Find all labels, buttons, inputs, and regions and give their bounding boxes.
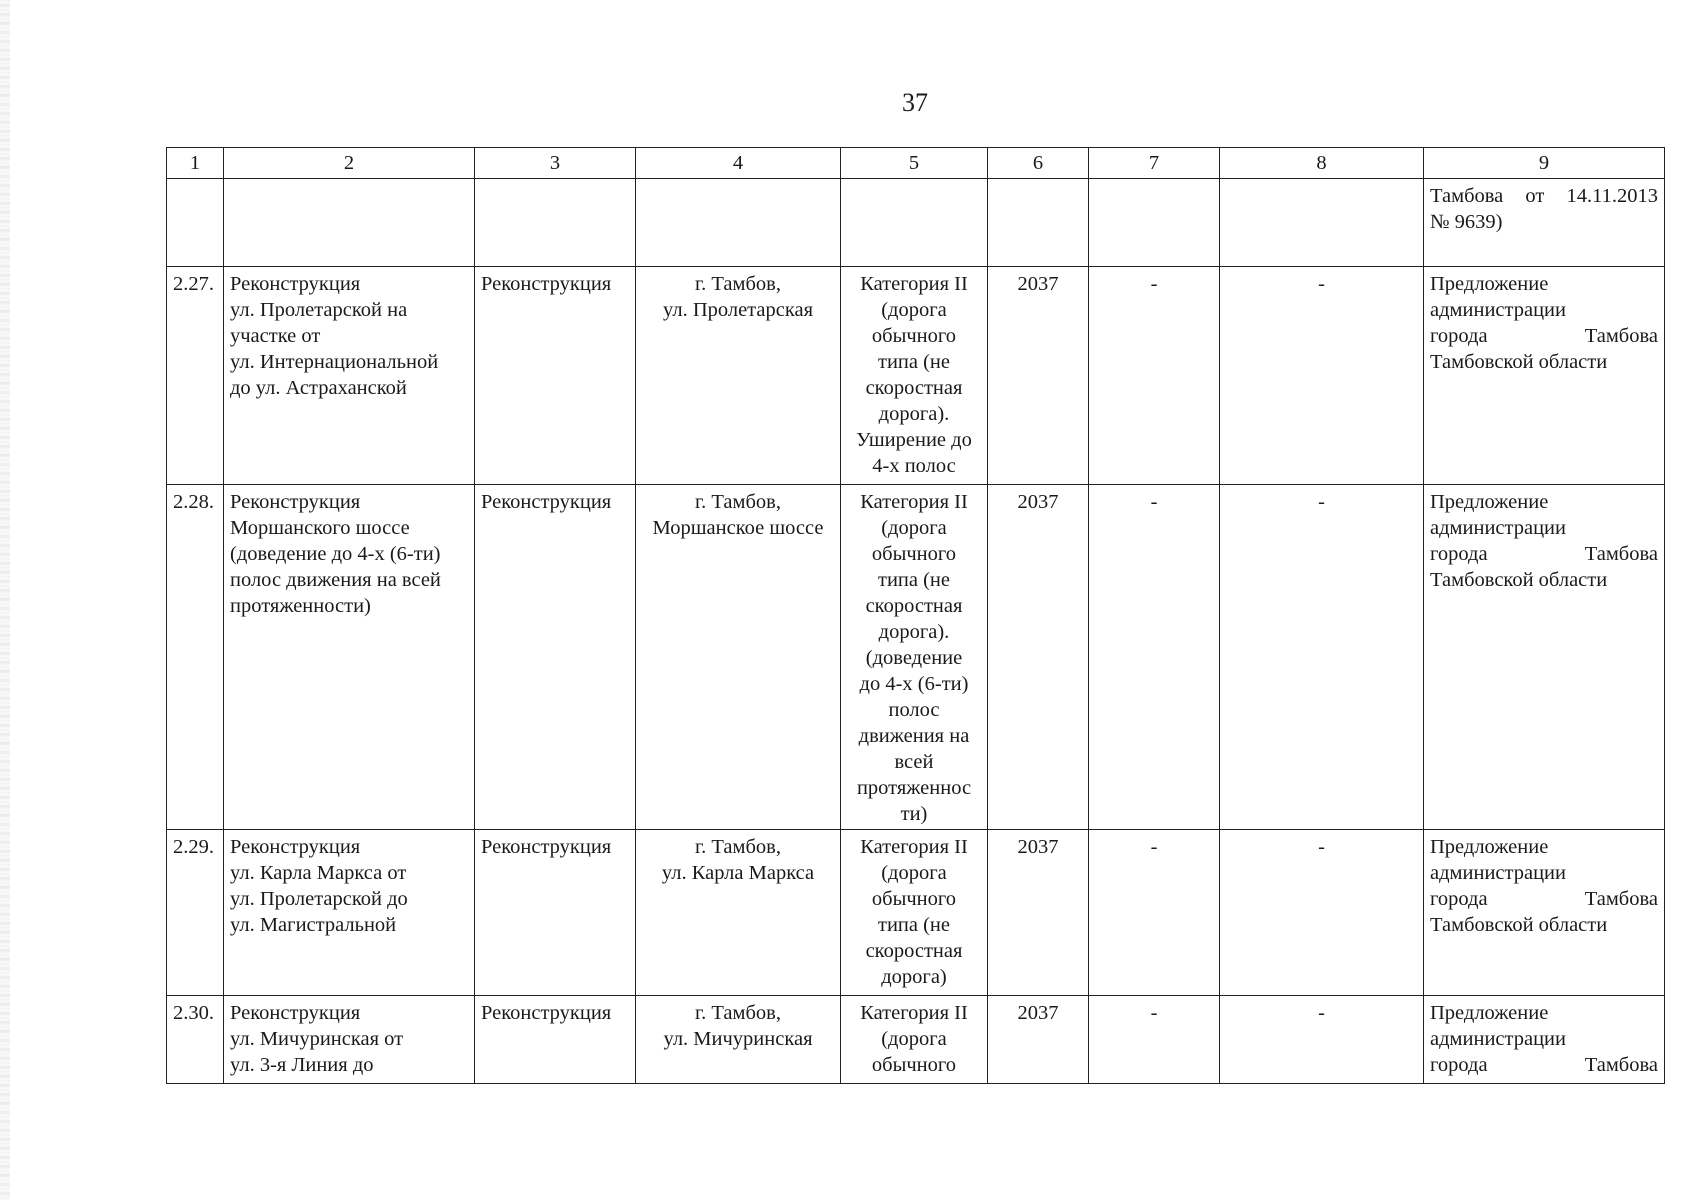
col8-cell: - — [1220, 267, 1424, 485]
location-cell: г. Тамбов, ул. Карла Маркса — [636, 830, 841, 996]
column-header: 9 — [1424, 148, 1665, 179]
col8-cell: - — [1220, 485, 1424, 830]
col7-cell: - — [1089, 485, 1220, 830]
basis-cell: Предложение администрации города Тамбова Тамбовской области — [1424, 830, 1665, 996]
location-cell: г. Тамбов, Моршанское шоссе — [636, 485, 841, 830]
year-cell: 2037 — [988, 485, 1089, 830]
column-header: 4 — [636, 148, 841, 179]
work-type-cell: Реконструкция — [475, 267, 636, 485]
category-cell: Категория II (дорога обычного типа (не скоростная дорога) — [841, 830, 988, 996]
work-type-cell: Реконструкция — [475, 830, 636, 996]
planning-table — [166, 147, 1665, 1084]
column-header: 2 — [224, 148, 475, 179]
col8-cell: - — [1220, 830, 1424, 996]
location-cell: г. Тамбов, ул. Мичуринская — [636, 996, 841, 1084]
scan-edge-artifact — [0, 0, 10, 1200]
column-header: 8 — [1220, 148, 1424, 179]
column-header: 1 — [167, 148, 224, 179]
table-row — [167, 996, 1665, 1084]
object-name-cell: Реконструкция ул. Мичуринская от ул. 3-я Линия до — [224, 996, 475, 1084]
col7-cell: - — [1089, 996, 1220, 1084]
category-cell: Категория II (дорога обычного типа (не скоростная дорога). (доведение до 4-х (6-ти) полос движения на всей протяженнос ти) — [841, 485, 988, 830]
year-cell: 2037 — [988, 830, 1089, 996]
work-type-cell: Реконструкция — [475, 485, 636, 830]
page-number: 37 — [902, 88, 928, 117]
column-header: 7 — [1089, 148, 1220, 179]
year-cell: 2037 — [988, 267, 1089, 485]
col7-cell: - — [1089, 267, 1220, 485]
object-name-cell: Реконструкция Моршанского шоссе (доведение до 4-х (6-ти) полос движения на всей протяженности) — [224, 485, 475, 830]
row-number: 2.28. — [167, 485, 224, 830]
object-name-cell: Реконструкция ул. Пролетарской на участке от ул. Интернациональной до ул. Астраханской — [224, 267, 475, 485]
location-cell: г. Тамбов, ул. Пролетарская — [636, 267, 841, 485]
column-header: 3 — [475, 148, 636, 179]
row-number: 2.29. — [167, 830, 224, 996]
table-row — [167, 485, 1665, 830]
category-cell: Категория II (дорога обычного — [841, 996, 988, 1084]
year-cell: 2037 — [988, 996, 1089, 1084]
col8-cell: - — [1220, 996, 1424, 1084]
row-number: 2.27. — [167, 267, 224, 485]
col7-cell: - — [1089, 830, 1220, 996]
basis-cell: Предложение администрации города Тамбова Тамбовской области — [1424, 485, 1665, 830]
column-header: 6 — [988, 148, 1089, 179]
column-number-row — [167, 148, 1665, 179]
continuation-row — [167, 179, 1665, 267]
basis-cell: Предложение администрации города Тамбова Тамбовской области — [1424, 267, 1665, 485]
object-name-cell: Реконструкция ул. Карла Маркса от ул. Пролетарской до ул. Магистральной — [224, 830, 475, 996]
table-row — [167, 830, 1665, 996]
work-type-cell: Реконструкция — [475, 996, 636, 1084]
basis-cell: Предложение администрации города Тамбова — [1424, 996, 1665, 1084]
category-cell: Категория II (дорога обычного типа (не скоростная дорога). Уширение до 4-х полос — [841, 267, 988, 485]
column-header: 5 — [841, 148, 988, 179]
table-row — [167, 267, 1665, 485]
row-number: 2.30. — [167, 996, 224, 1084]
basis-cell: Тамбова от 14.11.2013 № 9639) — [1424, 179, 1665, 267]
